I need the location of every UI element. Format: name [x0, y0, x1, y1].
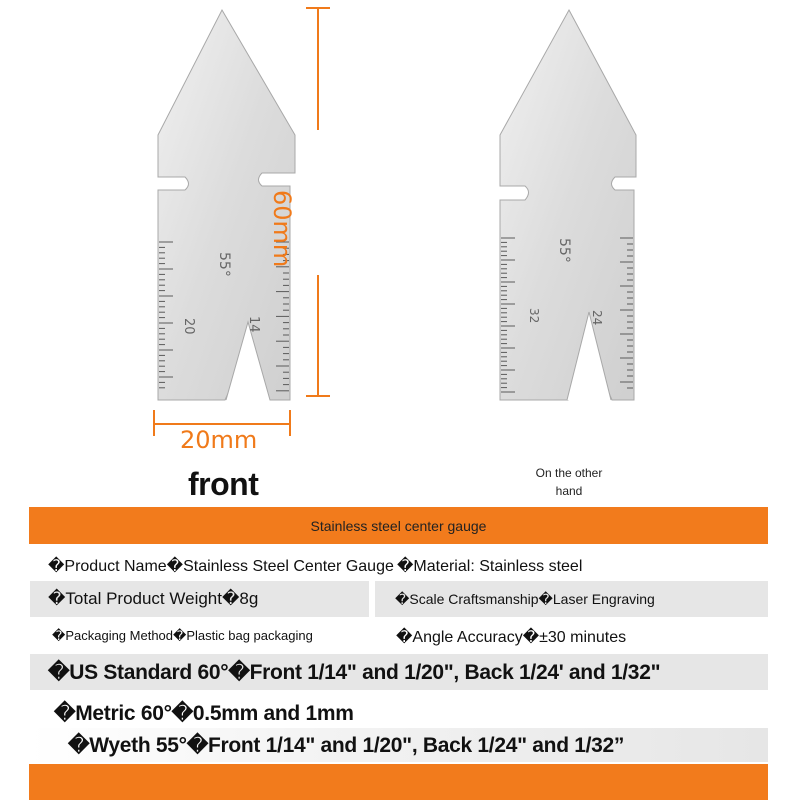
front-left-scale-label: 20 — [181, 318, 196, 335]
spec-total-weight-text: �Total Product Weight�8g — [48, 589, 259, 608]
banner-title: Stainless steel center gauge — [310, 517, 487, 534]
width-dimension-label: 20mm — [180, 426, 258, 454]
spec-packaging — [52, 624, 313, 648]
height-dimension-label: 60mm — [268, 190, 296, 268]
back-caption-line2: hand — [555, 484, 583, 498]
spec-angle-accuracy-text: �Angle Accuracy�±30 minutes — [396, 629, 627, 646]
title-banner — [29, 507, 768, 544]
bottom-banner — [29, 764, 768, 800]
spec-packaging-text: �Packaging Method�Plastic bag packaging — [52, 628, 313, 643]
back-right-scale-label: 24 — [590, 310, 604, 326]
spec-angle-accuracy — [396, 624, 626, 650]
back-gauge-body — [500, 10, 636, 400]
back-caption-line1: On the other — [535, 466, 603, 480]
spec-us-standard — [30, 654, 768, 690]
back-angle-label: 55° — [556, 238, 572, 263]
spec-product-name-text: �Product Name�Stainless Steel Center Gauge — [48, 558, 394, 575]
spec-wyeth-text: �Wyeth 55°�Front 1/14" and 1/20", Back 1/24" and 1/32” — [68, 733, 625, 757]
back-caption — [509, 464, 629, 500]
spec-metric-text: �Metric 60°�0.5mm and 1mm — [54, 701, 354, 725]
spec-metric — [54, 698, 354, 728]
spec-scale-craftsmanship-text: �Scale Craftsmanship�Laser Engraving — [395, 590, 655, 607]
front-right-scale-label: 14 — [246, 316, 261, 333]
spec-wyeth — [30, 728, 768, 762]
spec-us-standard-text: �US Standard 60°�Front 1/14" and 1/20", Back 1/24' and 1/32" — [48, 660, 661, 684]
spec-scale-craftsmanship — [375, 581, 768, 617]
spec-product-name — [48, 553, 394, 579]
back-left-scale-label: 32 — [527, 308, 541, 324]
spec-material — [397, 553, 582, 579]
front-angle-label: 55° — [216, 252, 232, 277]
spec-total-weight — [30, 581, 369, 617]
spec-material-text: �Material: Stainless steel — [397, 558, 583, 575]
front-caption: front — [188, 466, 259, 502]
back-gauge — [500, 10, 636, 400]
height-dimension — [306, 8, 330, 396]
